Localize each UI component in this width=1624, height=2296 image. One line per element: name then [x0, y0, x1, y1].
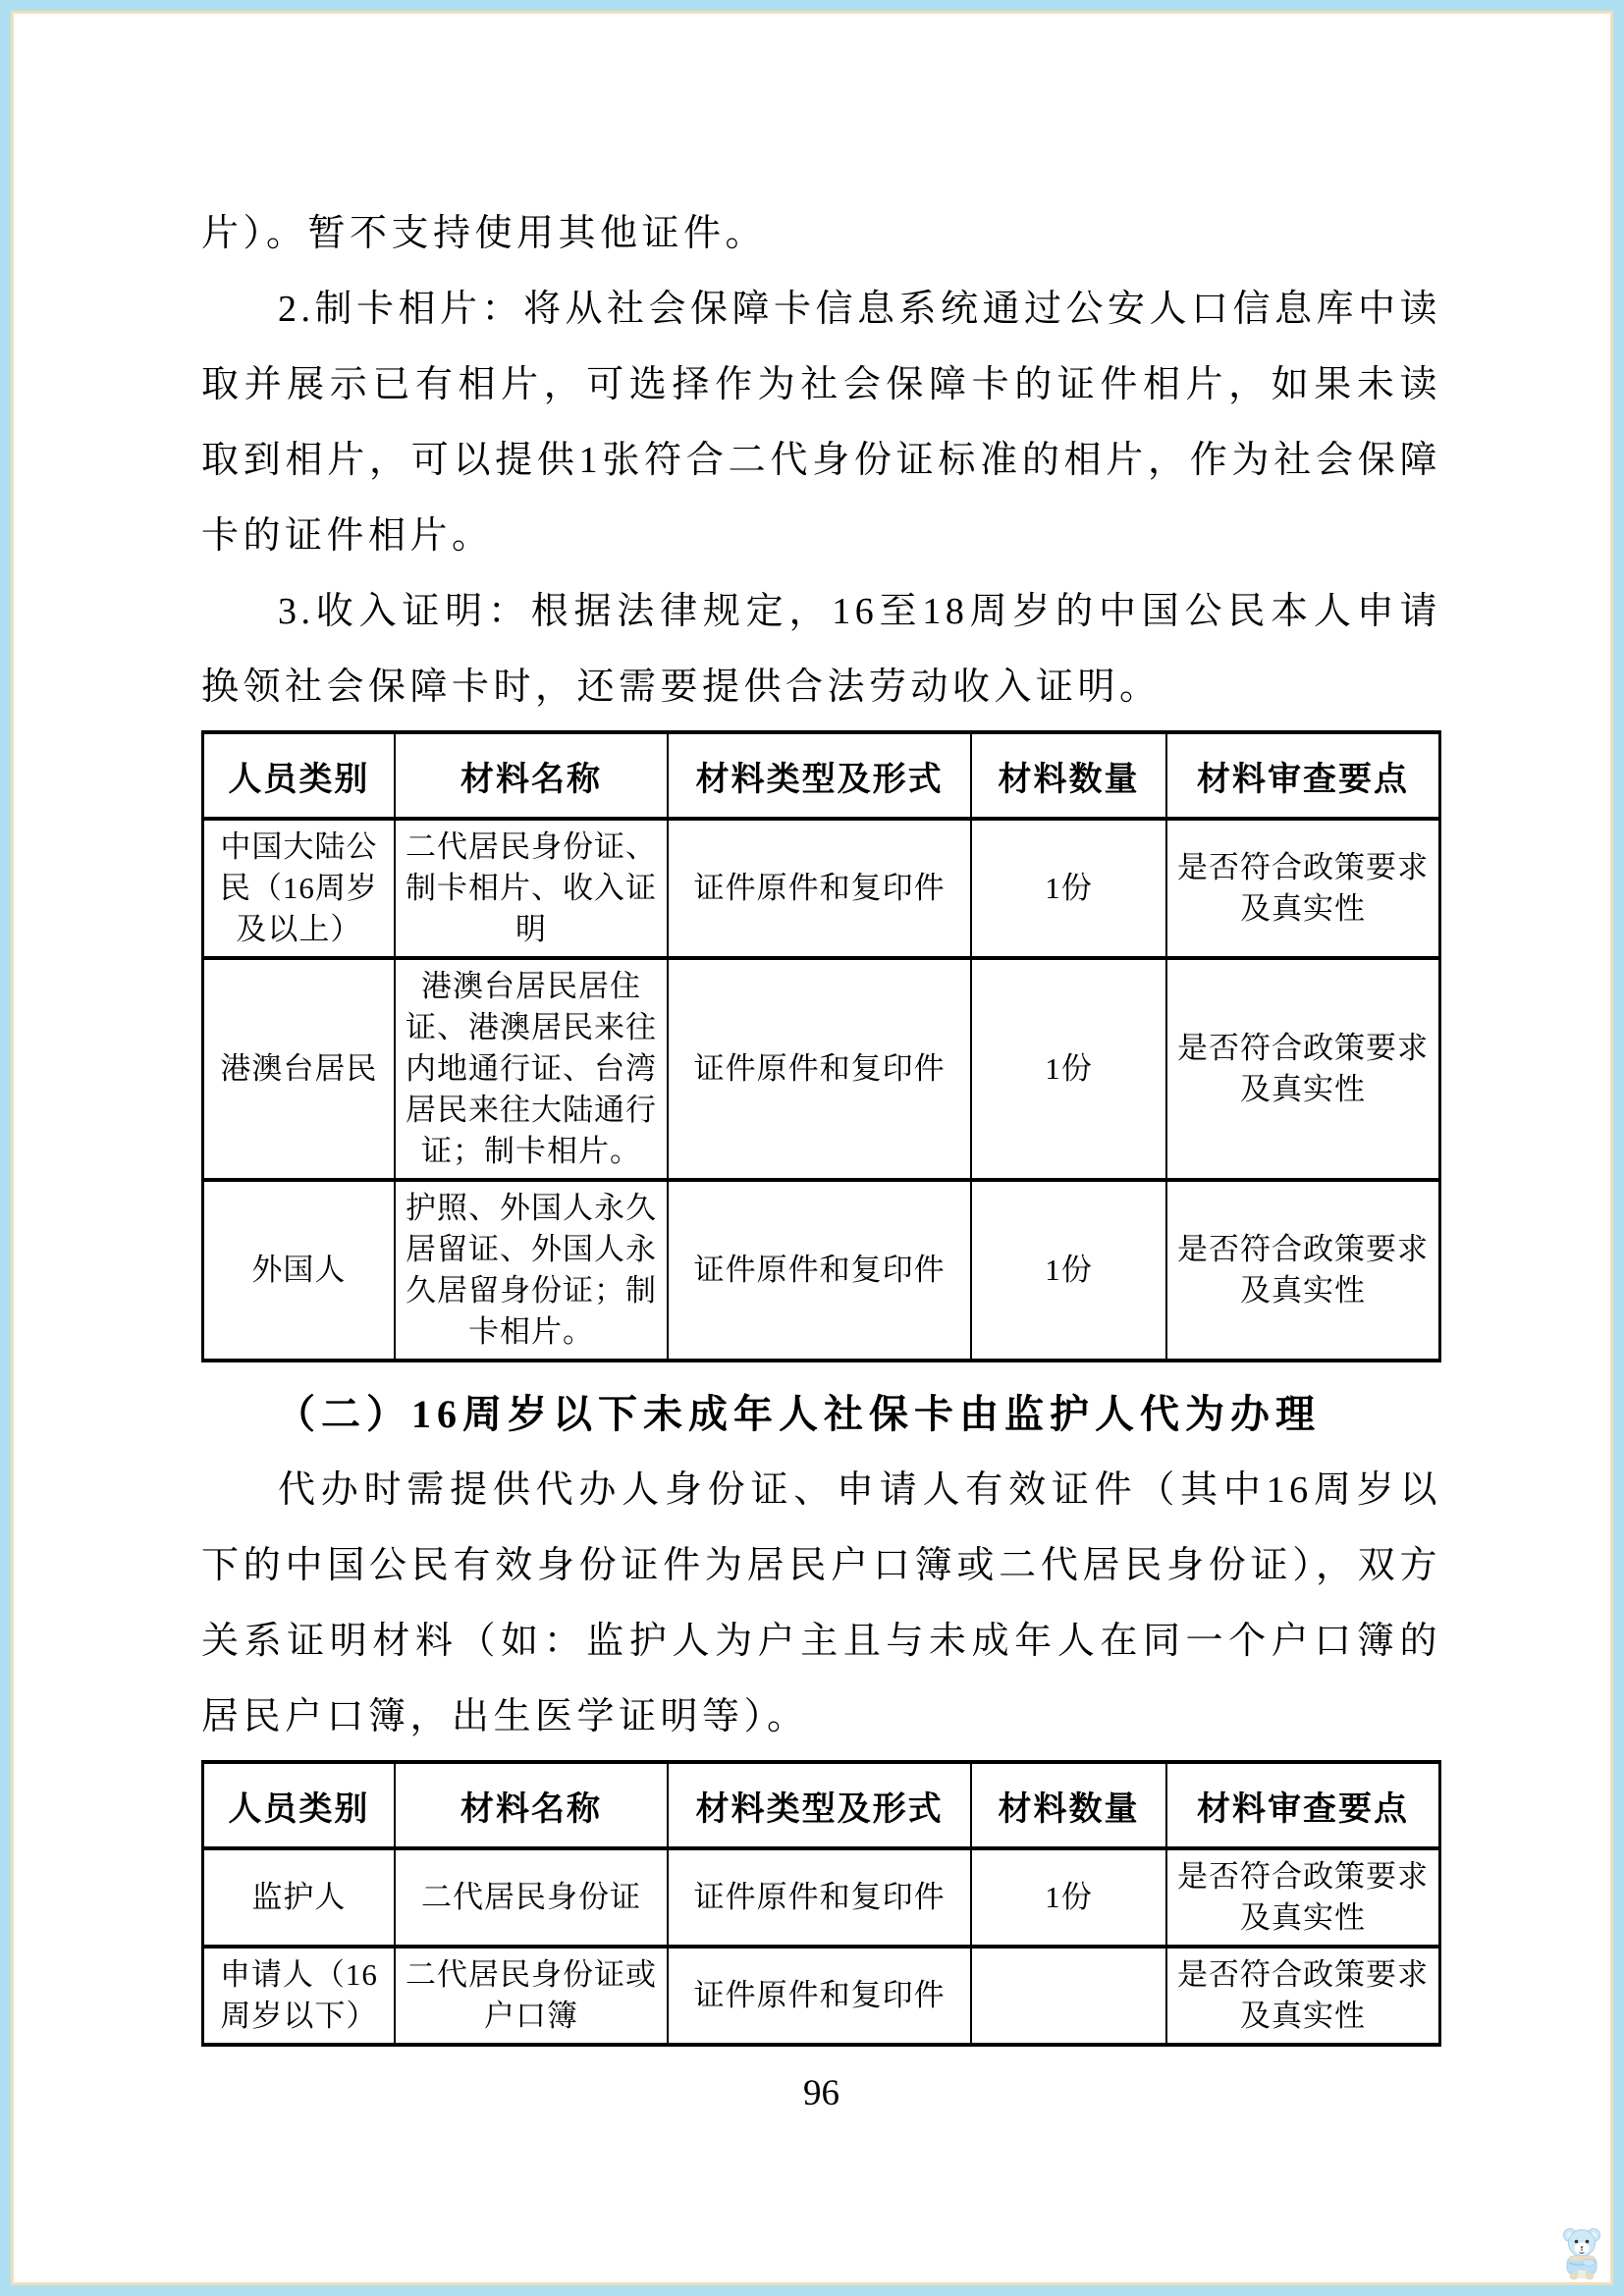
- table-cell: 是否符合政策要求及真实性: [1166, 958, 1439, 1180]
- paragraph-continuation: 片）。暂不支持使用其他证件。: [201, 213, 768, 254]
- column-header: 人员类别: [203, 1762, 395, 1848]
- table-cell: 是否符合政策要求及真实性: [1166, 1848, 1439, 1947]
- table-cell: 二代居民身份证: [395, 1848, 668, 1947]
- table-cell: 港澳台居民: [203, 958, 395, 1180]
- paragraph-item-2: 2.制卡相片：将从社会保障卡信息系统通过公安人口信息库中读取并展示已有相片，可选择作为社会保障卡的证件相片，如果未读取到相片，可以提供1张符合二代身份证标准的相片，作为社会保障卡的证件相片。: [201, 289, 1442, 557]
- column-header: 材料类型及形式: [668, 732, 971, 819]
- table-cell: 护照、外国人永久居留证、外国人永久居留身份证；制卡相片。: [395, 1180, 668, 1361]
- table-cell: 二代居民身份证、制卡相片、收入证明: [395, 819, 668, 958]
- column-header: 材料数量: [971, 732, 1166, 819]
- table-cell: 1份: [971, 1180, 1166, 1361]
- table-cell: 是否符合政策要求及真实性: [1166, 1947, 1439, 2045]
- table-cell: 证件原件和复印件: [668, 958, 971, 1180]
- adult-materials-table: [201, 730, 1441, 1362]
- table-header-row: [203, 732, 1440, 819]
- teddy-bear-icon: [1559, 2223, 1604, 2280]
- table-cell: 港澳台居民居住证、港澳居民来往内地通行证、台湾居民来往大陆通行证；制卡相片。: [395, 958, 668, 1180]
- table-cell: 二代居民身份证或户口簿: [395, 1947, 668, 2045]
- table-row: [203, 958, 1440, 1180]
- column-header: 材料审查要点: [1166, 732, 1439, 819]
- table-cell: 1份: [971, 819, 1166, 958]
- column-header: 材料名称: [395, 732, 668, 819]
- table-cell: 是否符合政策要求及真实性: [1166, 1180, 1439, 1361]
- document-page: [11, 11, 1613, 2285]
- table-cell: [971, 1947, 1166, 2045]
- table-cell: 是否符合政策要求及真实性: [1166, 819, 1439, 958]
- column-header: 材料审查要点: [1166, 1762, 1439, 1848]
- table-header-row: [203, 1762, 1440, 1848]
- section-2-heading: （二）16周岁以下未成年人社保卡由监护人代为办理: [276, 1392, 1321, 1436]
- column-header: 材料数量: [971, 1762, 1166, 1848]
- table-row: [203, 1947, 1440, 2045]
- table-row: [203, 819, 1440, 958]
- table-cell: 申请人（16周岁以下）: [203, 1947, 395, 2045]
- column-header: 材料名称: [395, 1762, 668, 1848]
- table-cell: 证件原件和复印件: [668, 819, 971, 958]
- table-cell: 监护人: [203, 1848, 395, 1947]
- table-cell: 1份: [971, 1848, 1166, 1947]
- table-cell: 外国人: [203, 1180, 395, 1361]
- paragraph-item-3: 3.收入证明：根据法律规定，16至18周岁的中国公民本人申请换领社会保障卡时，还需要提供合法劳动收入证明。: [201, 591, 1441, 708]
- table-row: [203, 1848, 1440, 1947]
- table-cell: 证件原件和复印件: [668, 1848, 971, 1947]
- table-cell: 证件原件和复印件: [668, 1180, 971, 1361]
- page-number: 96: [803, 2073, 839, 2113]
- table-row: [203, 1180, 1440, 1361]
- column-header: 材料类型及形式: [668, 1762, 971, 1848]
- section-2-paragraph: 代办时需提供代办人身份证、申请人有效证件（其中16周岁以下的中国公民有效身份证件为居民户口簿或二代居民身份证），双方关系证明材料（如：监护人为户主且与未成年人在同一个户口簿的居民户口簿，出生医学证明等）。: [201, 1469, 1441, 1737]
- page-content: [201, 14, 1441, 2114]
- minor-materials-table: [201, 1760, 1441, 2047]
- table-cell: 中国大陆公民（16周岁及以上）: [203, 819, 395, 958]
- column-header: 人员类别: [203, 732, 395, 819]
- table-cell: 1份: [971, 958, 1166, 1180]
- table-cell: 证件原件和复印件: [668, 1947, 971, 2045]
